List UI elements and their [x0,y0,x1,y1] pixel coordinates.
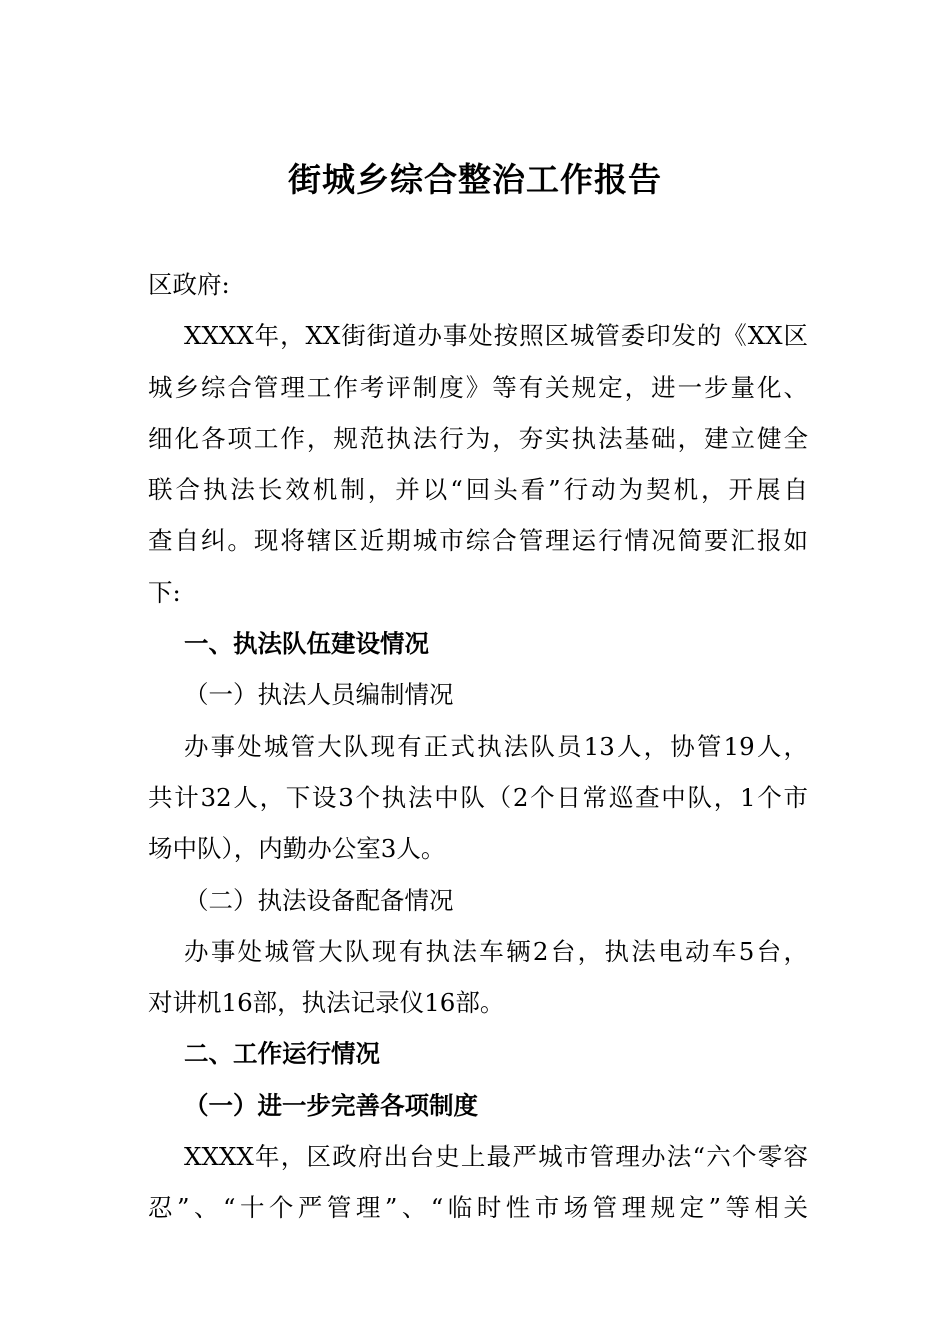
subsection-heading: （一）执法人员编制情况 [184,680,454,710]
section-heading: 二、工作运行情况 [184,1039,380,1069]
paragraph-line: 查自纠。现将辖区近期城市综合管理运行情况简要汇报如 [148,526,808,556]
paragraph-line: 办事处城管大队现有正式执法队员13人，协管19人， [184,731,808,761]
document-title: 街城乡综合整治工作报告 [288,160,662,199]
paragraph-line: 联合执法长效机制，并以“回头看”行动为契机，开展自 [148,475,808,505]
subsection-heading: （二）执法设备配备情况 [184,885,454,915]
paragraph-line: 城乡综合管理工作考评制度》等有关规定，进一步量化、 [148,372,808,402]
paragraph-line: 办事处城管大队现有执法车辆2台，执法电动车5台， [184,936,808,966]
paragraph-line: XXXX年，区政府出台史上最严城市管理办法“六个零容 [184,1142,808,1172]
paragraph-line: 场中队），内勤办公室3人。 [148,834,446,864]
section-heading: 一、执法队伍建设情况 [184,629,429,659]
salutation: 区政府: [148,270,230,299]
subsection-heading: （一）进一步完善各项制度 [184,1090,478,1120]
paragraph-line: 细化各项工作，规范执法行为，夯实执法基础，建立健全 [148,423,808,453]
paragraph-line: 忍”、“十个严管理”、“临时性市场管理规定”等相关 [148,1193,808,1223]
paragraph-line: 下: [148,577,181,607]
paragraph-line: 对讲机16部，执法记录仪16部。 [148,988,505,1018]
paragraph-line: 共计32人，下设3个执法中队（2个日常巡查中队，1个市 [148,782,808,812]
document-body [148,259,808,1234]
paragraph-line: XXXX年，XX街街道办事处按照区城管委印发的《XX区 [184,321,808,351]
